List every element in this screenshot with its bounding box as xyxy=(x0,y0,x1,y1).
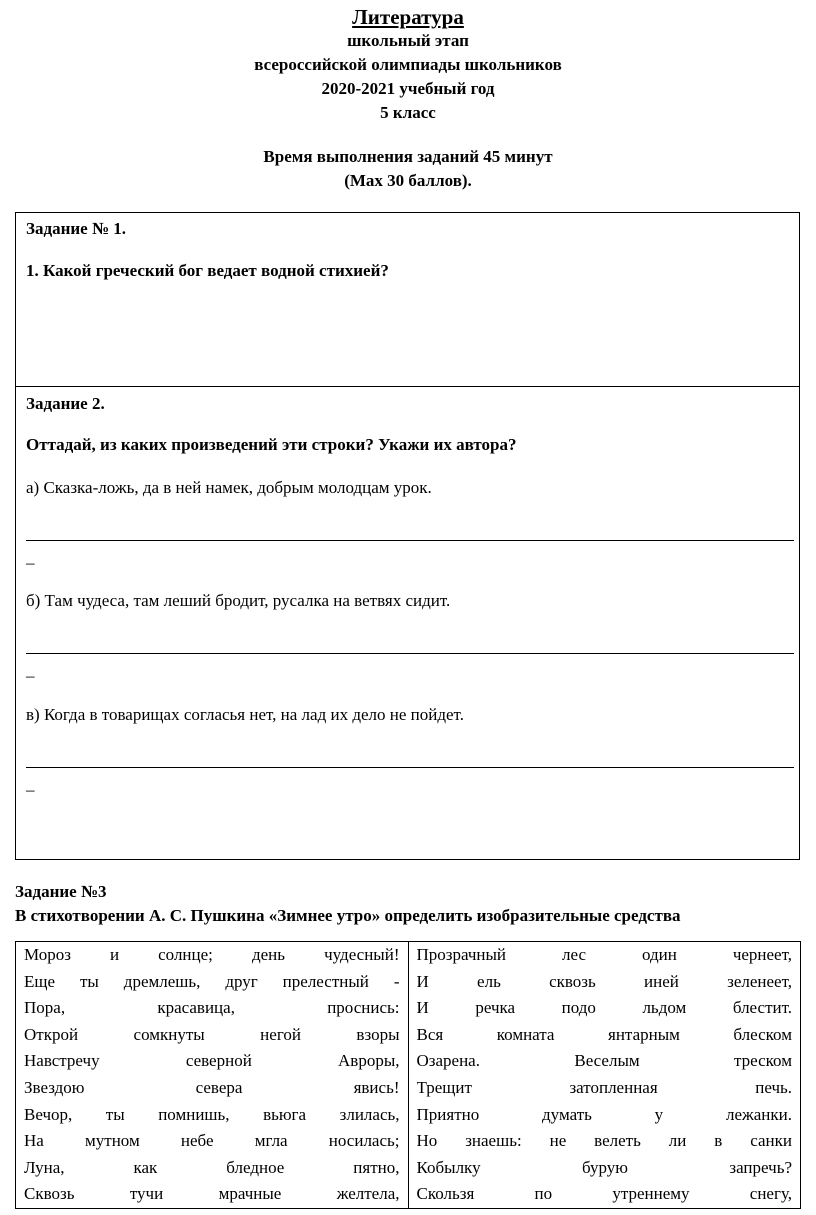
task3-header xyxy=(15,880,681,928)
task3-heading: Задание №3 xyxy=(15,882,107,901)
poem-line: Луна, как бледное пятно, xyxy=(24,1157,400,1177)
poem-line: Но знаешь: не велеть ли в санки xyxy=(416,1131,792,1151)
task1-heading: Задание № 1. xyxy=(26,219,127,238)
task2-item-a: а) Сказка-ложь, да в ней намек, добрым молодцам урок. xyxy=(26,478,432,497)
poem-line: Навстречу северной Авроры, xyxy=(24,1051,400,1071)
task2-item-b: б) Там чудеса, там леший бродит, русалка на ветвях сидит. xyxy=(26,591,451,610)
task1-question: 1. Какой греческий бог ведает водной стихией? xyxy=(26,261,389,280)
answer-dash-a: – xyxy=(26,553,35,572)
poem-line: И ель сквозь иней зеленеет, xyxy=(416,971,792,991)
answer-line-c xyxy=(26,767,794,768)
poem-line: И речка подо льдом блестит. xyxy=(416,998,792,1018)
poem-line: Прозрачный лес один чернеет, xyxy=(416,945,792,964)
poem-line: Пора, красавица, проснись: xyxy=(24,998,400,1018)
task2-item-c: в) Когда в товарищах согласья нет, на лад их дело не пойдет. xyxy=(26,705,464,724)
header-time-limit: Время выполнения заданий 45 минут xyxy=(263,147,553,166)
answer-dash-c: – xyxy=(26,780,35,799)
poem-line: Вся комната янтарным блеском xyxy=(416,1024,792,1044)
header-line-year: 2020-2021 учебный год xyxy=(321,79,495,98)
poem-column-right xyxy=(408,942,801,1209)
poem-line: Приятно думать у лежанки. xyxy=(416,1104,792,1124)
poem-line: Еще ты дремлешь, друг прелестный - xyxy=(24,971,400,991)
poem-line: Звездою севера явись! xyxy=(24,1077,400,1097)
task2-box xyxy=(15,386,800,860)
poem-line: Скользя по утреннему снегу, xyxy=(416,1184,792,1204)
header-max-score: (Max 30 баллов). xyxy=(344,171,472,190)
poem-table xyxy=(15,941,801,1209)
task3-instruction: В стихотворении А. С. Пушкина «Зимнее утро» определить изобразительные средства xyxy=(15,906,681,925)
poem-line: Кобылку бурую запречь? xyxy=(416,1157,792,1177)
poem-line: На мутном небе мгла носилась; xyxy=(24,1131,400,1151)
answer-line-a xyxy=(26,540,794,541)
answer-line-b xyxy=(26,653,794,654)
poem-line: Озарена. Веселым треском xyxy=(416,1051,792,1071)
task2-question: Оттадай, из каких произведений эти строки? Укажи их автора? xyxy=(26,435,517,454)
task2-heading: Задание 2. xyxy=(26,394,105,413)
poem-line: Вечор, ты помнишь, вьюга злилась, xyxy=(24,1104,400,1124)
document-title: Литература xyxy=(352,5,464,29)
header-line-grade: 5 класс xyxy=(380,103,436,122)
task1-box xyxy=(15,212,800,387)
document-header xyxy=(0,0,816,193)
poem-column-left xyxy=(16,942,409,1209)
answer-dash-b: – xyxy=(26,666,35,685)
header-line-olympiad: всероссийской олимпиады школьников xyxy=(254,55,562,74)
poem-line: Мороз и солнце; день чудесный! xyxy=(24,945,400,964)
poem-line: Сквозь тучи мрачные желтела, xyxy=(24,1184,400,1204)
poem-line: Трещит затопленная печь. xyxy=(416,1077,792,1097)
poem-line: Открой сомкнуты негой взоры xyxy=(24,1024,400,1044)
header-line-stage: школьный этап xyxy=(347,31,469,50)
